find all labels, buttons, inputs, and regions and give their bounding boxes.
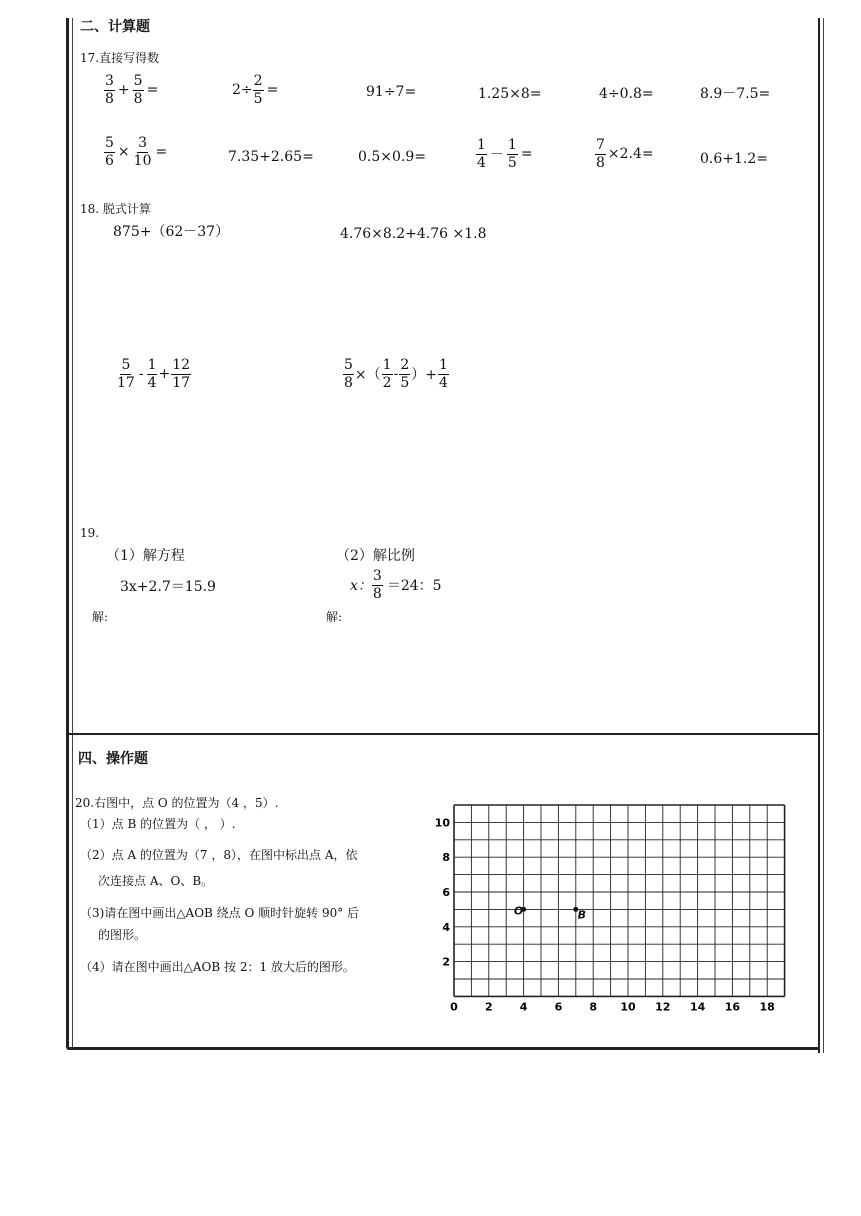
q20-intro: 20.右图中，点 O 的位置为（4 ，5）.	[75, 796, 279, 810]
fraction-denominator: 17	[172, 374, 191, 391]
q20-step2-line2: 次连接点 A、O、B。	[98, 874, 214, 888]
q19-part1-label: （1）解方程	[106, 548, 185, 564]
q17-r1-e2	[232, 74, 281, 106]
operator: +	[158, 366, 171, 383]
x-tick-label: 6	[554, 1000, 563, 1014]
fraction-denominator: 8	[372, 585, 382, 602]
equals: =	[155, 144, 168, 161]
x-tick-label: 14	[689, 1000, 706, 1014]
section-title-operation: 四、操作题	[78, 751, 148, 767]
equals: =	[146, 82, 159, 99]
q17-r2-e5	[595, 138, 654, 170]
q17-r1-e1	[104, 74, 161, 106]
expr-suffix: ×2.4=	[607, 146, 654, 163]
q18-p3	[116, 358, 191, 390]
fraction-numerator: 3	[105, 73, 114, 89]
equals: =	[520, 146, 533, 163]
x-tick-label: 18	[759, 1000, 775, 1014]
grid-point-label: O	[513, 904, 524, 918]
q20-step2-line1: （2）点 A 的位置为（7 ，8），在图中标出点 A，依	[80, 848, 358, 862]
q18-p1: 875+（62－37）	[113, 224, 230, 240]
y-tick-label: 10	[434, 816, 450, 830]
fraction-numerator: 1	[507, 137, 517, 153]
fraction-denominator: 4	[477, 154, 486, 171]
q20-step1: （1）点 B 的位置为（ ， ）.	[80, 817, 236, 831]
fraction-numerator: 5	[121, 357, 131, 373]
operator: －	[489, 147, 504, 164]
q17-r2-e4	[476, 138, 536, 170]
fraction-numerator: 5	[105, 135, 114, 151]
operator: -	[138, 366, 144, 383]
frame-bottom-border	[66, 1047, 820, 1050]
q19-part2-label: （2）解比例	[336, 548, 415, 564]
operator: +	[117, 82, 130, 99]
fraction-numerator: 1	[438, 357, 448, 373]
x-tick-label: 10	[620, 1000, 636, 1014]
fraction-numerator: 1	[147, 357, 157, 373]
fraction-denominator: 5	[253, 90, 263, 107]
q17-r1-e6: 8.9－7.5=	[700, 86, 771, 102]
fraction-denominator: 8	[105, 90, 114, 107]
coordinate-grid-svg	[434, 800, 783, 1015]
fraction-denominator: 17	[117, 374, 135, 391]
frame-right-inner-border	[823, 18, 824, 1053]
y-tick-label: 8	[442, 851, 450, 865]
fraction-denominator: 5	[400, 374, 410, 391]
q19-part1-equation: 3x+2.7＝15.9	[120, 579, 216, 595]
operator: ×	[117, 144, 130, 161]
q17-r2-e1	[104, 136, 170, 168]
fraction-numerator: 2	[253, 73, 263, 89]
fraction-denominator: 4	[438, 374, 448, 391]
q18-p2: 4.76×8.2+4.76 ×1.8	[340, 226, 487, 242]
operator: -	[393, 366, 399, 383]
fraction-numerator: 5	[344, 357, 353, 373]
grid-point-label: B	[577, 908, 586, 922]
section-title-calc: 二、计算题	[80, 19, 150, 35]
frame-left-border	[66, 18, 69, 1048]
expr-prefix: 2÷	[232, 82, 253, 99]
expr-prefix: x：	[350, 578, 372, 595]
x-tick-label: 8	[589, 1000, 598, 1014]
fraction-denominator: 6	[105, 152, 114, 169]
fraction-numerator: 5	[133, 73, 143, 89]
fraction-denominator: 4	[147, 374, 157, 391]
q17-r2-e6: 0.6+1.2=	[700, 151, 768, 167]
y-tick-label: 2	[442, 955, 450, 969]
fraction-denominator: 5	[507, 154, 517, 171]
q18-p4	[343, 358, 449, 390]
q17-r1-e3: 91÷7=	[366, 84, 417, 100]
fraction-numerator: 3	[138, 135, 148, 151]
q19-part1-solution-label: 解:	[92, 610, 109, 624]
equals: =	[266, 82, 279, 99]
q17-r1-e4: 1.25×8=	[478, 86, 542, 102]
q19-part2-proportion	[350, 569, 442, 601]
fraction-numerator: 12	[172, 357, 191, 373]
fraction-numerator: 2	[400, 357, 410, 373]
q17-label: 17.直接写得数	[80, 51, 160, 65]
fraction-numerator: 1	[477, 137, 486, 153]
q20-step3-line1: （3)请在图中画出△AOB 绕点 O 顺时针旋转 90° 后	[80, 906, 360, 920]
fraction-denominator: 2	[382, 374, 392, 391]
frame-left-inner-border	[72, 18, 73, 1048]
fraction-denominator: 8	[133, 90, 143, 107]
q18-label: 18. 脱式计算	[80, 202, 151, 216]
q20-step3-line2: 的图形。	[98, 928, 147, 942]
frame-right-border	[818, 18, 820, 1053]
y-tick-label: 6	[442, 886, 450, 899]
q17-r2-e3: 0.5×0.9=	[358, 149, 426, 165]
operator: ×（	[354, 367, 381, 384]
x-tick-label: 16	[724, 1000, 741, 1014]
y-tick-label: 4	[442, 920, 450, 934]
fraction-numerator: 1	[382, 357, 392, 373]
section-divider	[67, 733, 819, 735]
q19-label: 19.	[80, 526, 100, 540]
coordinate-grid	[434, 800, 783, 1019]
fraction-denominator: 8	[344, 374, 353, 391]
x-tick-label: 4	[519, 1000, 528, 1014]
operator: ）+	[411, 367, 437, 384]
fraction-numerator: 3	[372, 568, 382, 584]
expr-suffix: ＝24：5	[386, 578, 442, 595]
fraction-numerator: 7	[596, 137, 605, 153]
x-tick-label: 12	[655, 1000, 671, 1014]
q19-part2-solution-label: 解:	[326, 610, 343, 624]
q17-r1-e5: 4÷0.8=	[599, 86, 654, 102]
q17-r2-e2: 7.35+2.65=	[228, 149, 314, 165]
q20-step4: （4）请在图中画出△AOB 按 2：1 放大后的图形。	[80, 960, 355, 974]
fraction-denominator: 10	[133, 152, 152, 169]
x-tick-label: 0	[450, 1000, 458, 1014]
fraction-denominator: 8	[596, 154, 605, 171]
x-tick-label: 2	[484, 1000, 493, 1014]
